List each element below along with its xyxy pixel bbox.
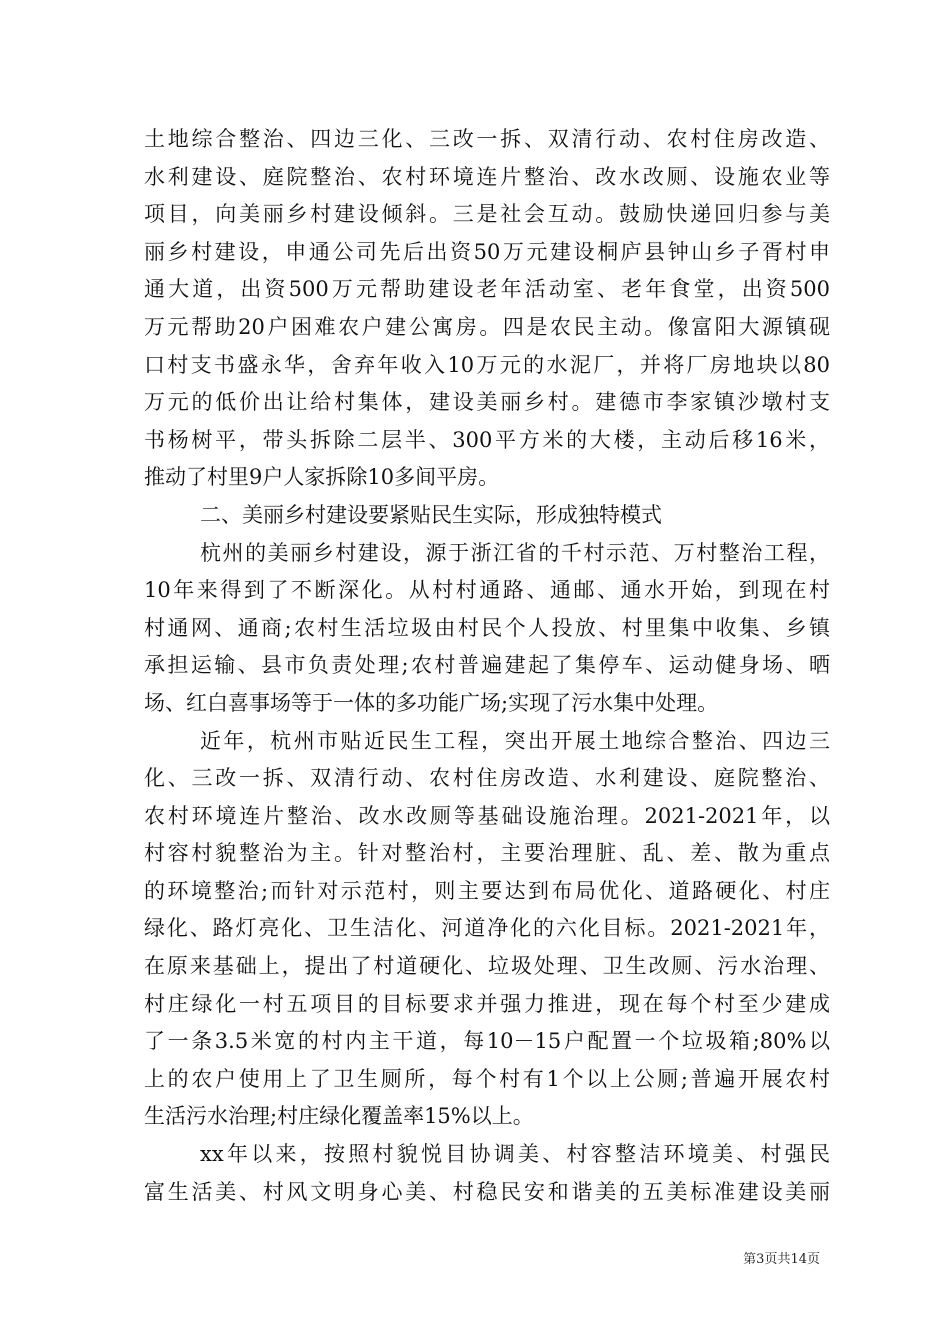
text-line: 项目，向美丽乡村建设倾斜。三是社会互动。鼓励快递回归参与美 (144, 202, 830, 227)
text-line: 丽乡村建设，申通公司先后出资50万元建设桐庐县钟山乡子胥村申 (144, 239, 830, 264)
text-line: 通大道，出资500万元帮助建设老年活动室、老年食堂，出资500 (144, 277, 830, 302)
text-line: 富生活美、村风文明身心美、村稳民安和谐美的五美标准建设美丽 (144, 1179, 830, 1204)
text-line: 万元的低价出让给村集体，建设美丽乡村。建德市李家镇沙墩村支 (144, 390, 830, 415)
text-line: 推动了村里9户人家拆除10多间平房。 (144, 465, 500, 490)
page-number: 第3页共14页 (743, 1252, 820, 1267)
text-line: xx年以来，按照村貌悦目协调美、村容整洁环境美、村强民 (200, 1142, 830, 1167)
text-line: 水利建设、庭院整治、农村环境连片整治、改水改厕、设施农业等 (144, 164, 830, 189)
section-heading: 二、美丽乡村建设要紧贴民生实际，形成独特模式 (200, 502, 662, 527)
text-line: 的环境整治;而针对示范村，则主要达到布局优化、道路硬化、村庄 (144, 878, 830, 903)
text-line: 杭州的美丽乡村建设，源于浙江省的千村示范、万村整治工程， (200, 540, 830, 565)
text-line: 在原来基础上，提出了村道硬化、垃圾处理、卫生改厕、污水治理、 (144, 954, 830, 979)
text-line: 万元帮助20户困难农户建公寓房。四是农民主动。像富阳大源镇砚 (144, 314, 830, 339)
text-line: 了一条3.5米宽的村内主干道，每10－15户配置一个垃圾箱;80%以 (144, 1029, 830, 1054)
text-line: 土地综合整治、四边三化、三改一拆、双清行动、农村住房改造、 (144, 127, 830, 151)
document-body (144, 121, 830, 1211)
text-line: 上的农户使用上了卫生厕所，每个村有1个以上公厕;普遍开展农村 (144, 1066, 830, 1091)
text-line: 10年来得到了不断深化。从村村通路、通邮、通水开始，到现在村 (144, 578, 830, 603)
text-line: 化、三改一拆、双清行动、农村住房改造、水利建设、庭院整治、 (144, 766, 830, 791)
text-line: 村容村貌整治为主。针对整治村，主要治理脏、乱、差、散为重点 (144, 841, 830, 866)
text-line: 绿化、路灯亮化、卫生洁化、河道净化的六化目标。2021-2021年， (144, 916, 830, 941)
text-line: 口村支书盛永华，舍弃年收入10万元的水泥厂，并将厂房地块以80 (144, 352, 830, 377)
text-line: 场、红白喜事场等于一体的多功能广场;实现了污水集中处理。 (144, 690, 719, 715)
text-line: 生活污水治理;村庄绿化覆盖率15%以上。 (144, 1104, 534, 1129)
text-line: 承担运输、县市负责处理;农村普遍建起了集停车、运动健身场、晒 (144, 653, 830, 678)
text-line: 村通网、通商;农村生活垃圾由村民个人投放、村里集中收集、乡镇 (144, 615, 830, 640)
text-line: 村庄绿化一村五项目的目标要求并强力推进，现在每个村至少建成 (144, 991, 830, 1016)
text-line: 近年，杭州市贴近民生工程，突出开展土地综合整治、四边三 (200, 728, 830, 753)
text-line: 书杨树平，带头拆除二层半、300平方米的大楼，主动后移16米， (144, 427, 830, 452)
text-line: 农村环境连片整治、改水改厕等基础设施治理。2021-2021年，以 (144, 803, 830, 828)
